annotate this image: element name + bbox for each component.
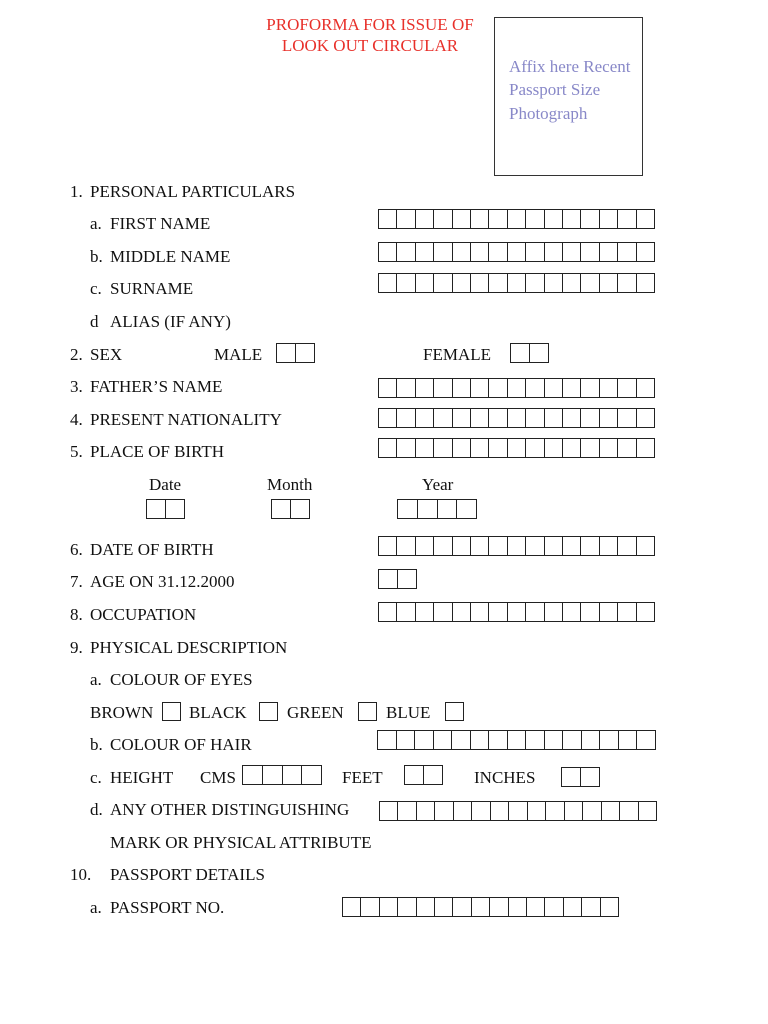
fathers-name-boxes[interactable] xyxy=(378,378,655,398)
date-of-birth-label: DATE OF BIRTH xyxy=(90,540,214,559)
character-box[interactable] xyxy=(379,570,397,588)
passport-details-label: PASSPORT DETAILS xyxy=(110,865,265,884)
character-box[interactable] xyxy=(405,766,423,784)
character-box[interactable] xyxy=(636,537,654,555)
character-box[interactable] xyxy=(544,274,562,292)
eye-brown-checkbox[interactable] xyxy=(162,702,181,721)
character-box[interactable] xyxy=(544,409,562,427)
character-box[interactable] xyxy=(562,210,580,228)
section-1-number: 1. xyxy=(70,182,83,201)
character-box[interactable] xyxy=(582,802,600,820)
female-boxes[interactable] xyxy=(510,343,549,363)
height-number: c. xyxy=(90,768,102,787)
section-2-number: 2. xyxy=(70,345,83,364)
character-box[interactable] xyxy=(452,409,470,427)
character-box[interactable] xyxy=(545,802,563,820)
character-box[interactable] xyxy=(470,274,488,292)
character-box[interactable] xyxy=(599,274,617,292)
character-box[interactable] xyxy=(397,570,416,588)
character-box[interactable] xyxy=(562,379,580,397)
character-box[interactable] xyxy=(544,603,562,621)
character-box[interactable] xyxy=(525,243,543,261)
character-box[interactable] xyxy=(380,802,397,820)
character-box[interactable] xyxy=(525,210,543,228)
nationality-label: PRESENT NATIONALITY xyxy=(90,410,282,429)
character-box[interactable] xyxy=(452,537,470,555)
character-box[interactable] xyxy=(636,274,654,292)
character-box[interactable] xyxy=(617,243,635,261)
section-5-number: 5. xyxy=(70,442,83,461)
character-box[interactable] xyxy=(525,603,543,621)
eye-green-checkbox[interactable] xyxy=(358,702,377,721)
character-box[interactable] xyxy=(525,274,543,292)
character-box[interactable] xyxy=(580,768,599,786)
character-box[interactable] xyxy=(414,731,433,749)
character-box[interactable] xyxy=(379,274,396,292)
place-of-birth-label: PLACE OF BIRTH xyxy=(90,442,225,461)
character-box[interactable] xyxy=(470,439,488,457)
character-box[interactable] xyxy=(290,500,309,518)
character-box[interactable] xyxy=(488,537,506,555)
character-box[interactable] xyxy=(580,243,598,261)
alias-number: d xyxy=(90,312,99,331)
character-box[interactable] xyxy=(433,274,451,292)
character-box[interactable] xyxy=(470,603,488,621)
section-7-number: 7. xyxy=(70,572,83,591)
character-box[interactable] xyxy=(489,898,507,916)
character-box[interactable] xyxy=(580,274,598,292)
character-box[interactable] xyxy=(488,439,506,457)
age-label: AGE ON 31.12.2000 xyxy=(90,572,235,591)
cms-label: CMS xyxy=(200,768,236,787)
character-box[interactable] xyxy=(295,344,314,362)
character-box[interactable] xyxy=(433,210,451,228)
character-box[interactable] xyxy=(147,500,165,518)
character-box[interactable] xyxy=(451,731,470,749)
character-box[interactable] xyxy=(544,439,562,457)
character-box[interactable] xyxy=(580,210,598,228)
character-box[interactable] xyxy=(452,210,470,228)
section-6-number: 6. xyxy=(70,540,83,559)
character-box[interactable] xyxy=(456,500,476,518)
character-box[interactable] xyxy=(507,603,525,621)
section-1-label: PERSONAL PARTICULARS xyxy=(90,182,296,201)
character-box[interactable] xyxy=(544,379,562,397)
character-box[interactable] xyxy=(416,898,434,916)
character-box[interactable] xyxy=(525,379,543,397)
character-box[interactable] xyxy=(599,603,617,621)
sex-label: SEX xyxy=(90,345,123,364)
character-box[interactable] xyxy=(580,537,598,555)
character-box[interactable] xyxy=(562,768,580,786)
character-box[interactable] xyxy=(599,409,617,427)
character-box[interactable] xyxy=(563,898,581,916)
character-box[interactable] xyxy=(525,439,543,457)
character-box[interactable] xyxy=(433,243,451,261)
character-box[interactable] xyxy=(488,379,506,397)
eye-blue-label: BLUE xyxy=(386,703,431,722)
photo-hint-line2: Passport Size xyxy=(509,80,601,99)
photo-hint-line3: Photograph xyxy=(509,104,588,123)
surname-number: c. xyxy=(90,279,102,298)
character-box[interactable] xyxy=(396,274,414,292)
character-box[interactable] xyxy=(379,537,396,555)
character-box[interactable] xyxy=(416,802,434,820)
character-box[interactable] xyxy=(507,210,525,228)
first-name-label: FIRST NAME xyxy=(110,214,211,233)
height-label: HEIGHT xyxy=(110,768,174,787)
character-box[interactable] xyxy=(599,537,617,555)
passport-no-number: a. xyxy=(90,898,102,917)
character-box[interactable] xyxy=(527,802,545,820)
character-box[interactable] xyxy=(301,766,321,784)
middle-name-number: b. xyxy=(90,247,103,266)
character-box[interactable] xyxy=(617,274,635,292)
character-box[interactable] xyxy=(581,731,600,749)
place-of-birth-boxes[interactable] xyxy=(378,438,655,458)
character-box[interactable] xyxy=(562,409,580,427)
character-box[interactable] xyxy=(415,409,433,427)
character-box[interactable] xyxy=(360,898,378,916)
character-box[interactable] xyxy=(562,274,580,292)
passport-no-label: PASSPORT NO. xyxy=(110,898,225,917)
character-box[interactable] xyxy=(488,409,506,427)
character-box[interactable] xyxy=(507,439,525,457)
character-box[interactable] xyxy=(617,210,635,228)
character-box[interactable] xyxy=(434,802,452,820)
character-box[interactable] xyxy=(396,210,414,228)
date-boxes[interactable] xyxy=(146,499,185,519)
section-10-number: 10. xyxy=(70,865,92,884)
character-box[interactable] xyxy=(379,898,397,916)
character-box[interactable] xyxy=(580,603,598,621)
character-box[interactable] xyxy=(525,409,543,427)
eye-colour-label: COLOUR OF EYES xyxy=(110,670,253,689)
character-box[interactable] xyxy=(599,731,618,749)
character-box[interactable] xyxy=(415,274,433,292)
character-box[interactable] xyxy=(580,409,598,427)
character-box[interactable] xyxy=(636,243,654,261)
character-box[interactable] xyxy=(379,409,396,427)
character-box[interactable] xyxy=(488,210,506,228)
feet-label: FEET xyxy=(342,768,383,787)
first-name-number: a. xyxy=(90,214,102,233)
character-box[interactable] xyxy=(398,500,417,518)
character-box[interactable] xyxy=(417,500,437,518)
character-box[interactable] xyxy=(529,344,548,362)
eye-colour-number: a. xyxy=(90,670,102,689)
character-box[interactable] xyxy=(562,603,580,621)
character-box[interactable] xyxy=(526,898,544,916)
middle-name-label: MIDDLE NAME xyxy=(110,247,231,266)
section-3-number: 3. xyxy=(70,377,83,396)
character-box[interactable] xyxy=(581,898,599,916)
character-box[interactable] xyxy=(511,344,529,362)
character-box[interactable] xyxy=(525,537,543,555)
character-box[interactable] xyxy=(415,439,433,457)
form-title-line1: PROFORMA FOR ISSUE OF xyxy=(266,15,474,34)
surname-label: SURNAME xyxy=(110,279,194,298)
character-box[interactable] xyxy=(619,802,637,820)
character-box[interactable] xyxy=(415,210,433,228)
character-box[interactable] xyxy=(618,731,637,749)
character-box[interactable] xyxy=(379,603,396,621)
section-9-number: 9. xyxy=(70,638,83,657)
character-box[interactable] xyxy=(507,379,525,397)
year-heading: Year xyxy=(422,475,454,494)
section-4-number: 4. xyxy=(70,410,83,429)
feet-boxes[interactable] xyxy=(404,765,443,785)
character-box[interactable] xyxy=(379,439,396,457)
character-box[interactable] xyxy=(434,898,452,916)
character-box[interactable] xyxy=(433,731,452,749)
inches-label: INCHES xyxy=(474,768,536,787)
eye-black-label: BLACK xyxy=(189,703,247,722)
character-box[interactable] xyxy=(636,409,654,427)
character-box[interactable] xyxy=(452,379,470,397)
character-box[interactable] xyxy=(415,537,433,555)
character-box[interactable] xyxy=(397,898,415,916)
character-box[interactable] xyxy=(488,731,507,749)
date-of-birth-boxes[interactable] xyxy=(378,536,655,556)
character-box[interactable] xyxy=(544,731,563,749)
character-box[interactable] xyxy=(452,439,470,457)
character-box[interactable] xyxy=(433,409,451,427)
distinguishing-mark-number: d. xyxy=(90,800,103,819)
character-box[interactable] xyxy=(562,439,580,457)
character-box[interactable] xyxy=(470,537,488,555)
character-box[interactable] xyxy=(471,802,489,820)
photo-hint-line1: Affix here Recent xyxy=(509,57,631,76)
inches-boxes[interactable] xyxy=(561,767,600,787)
character-box[interactable] xyxy=(243,766,262,784)
character-box[interactable] xyxy=(564,802,582,820)
character-box[interactable] xyxy=(452,243,470,261)
character-box[interactable] xyxy=(433,537,451,555)
hair-colour-number: b. xyxy=(90,735,103,754)
character-box[interactable] xyxy=(379,243,396,261)
character-box[interactable] xyxy=(508,898,526,916)
character-box[interactable] xyxy=(544,537,562,555)
character-box[interactable] xyxy=(562,537,580,555)
character-box[interactable] xyxy=(544,898,562,916)
occupation-boxes[interactable] xyxy=(378,602,655,622)
character-box[interactable] xyxy=(470,243,488,261)
cms-boxes[interactable] xyxy=(242,765,322,785)
character-box[interactable] xyxy=(396,379,414,397)
character-box[interactable] xyxy=(488,603,506,621)
character-box[interactable] xyxy=(470,210,488,228)
character-box[interactable] xyxy=(617,409,635,427)
character-box[interactable] xyxy=(617,537,635,555)
character-box[interactable] xyxy=(470,731,489,749)
character-box[interactable] xyxy=(599,439,617,457)
character-box[interactable] xyxy=(617,379,635,397)
character-box[interactable] xyxy=(397,802,415,820)
character-box[interactable] xyxy=(396,439,414,457)
eye-brown-label: BROWN xyxy=(90,703,154,722)
character-box[interactable] xyxy=(599,210,617,228)
male-boxes[interactable] xyxy=(276,343,315,363)
character-box[interactable] xyxy=(507,274,525,292)
middle-name-boxes[interactable] xyxy=(378,242,655,262)
character-box[interactable] xyxy=(453,802,471,820)
character-box[interactable] xyxy=(379,379,396,397)
eye-blue-checkbox[interactable] xyxy=(445,702,464,721)
character-box[interactable] xyxy=(636,731,655,749)
character-box[interactable] xyxy=(452,603,470,621)
character-box[interactable] xyxy=(396,731,415,749)
character-box[interactable] xyxy=(277,344,295,362)
first-name-boxes[interactable] xyxy=(378,209,655,229)
character-box[interactable] xyxy=(636,603,654,621)
character-box[interactable] xyxy=(415,603,433,621)
character-box[interactable] xyxy=(599,243,617,261)
character-box[interactable] xyxy=(562,731,581,749)
character-box[interactable] xyxy=(470,409,488,427)
female-label: FEMALE xyxy=(423,345,491,364)
month-boxes[interactable] xyxy=(271,499,310,519)
character-box[interactable] xyxy=(599,379,617,397)
character-box[interactable] xyxy=(525,731,544,749)
character-box[interactable] xyxy=(488,274,506,292)
date-heading: Date xyxy=(149,475,182,494)
surname-boxes[interactable] xyxy=(378,273,655,293)
character-box[interactable] xyxy=(544,210,562,228)
eye-black-checkbox[interactable] xyxy=(259,702,278,721)
character-box[interactable] xyxy=(471,898,489,916)
character-box[interactable] xyxy=(490,802,508,820)
physical-description-label: PHYSICAL DESCRIPTION xyxy=(90,638,288,657)
character-box[interactable] xyxy=(580,439,598,457)
character-box[interactable] xyxy=(636,210,654,228)
character-box[interactable] xyxy=(617,603,635,621)
character-box[interactable] xyxy=(262,766,282,784)
character-box[interactable] xyxy=(165,500,184,518)
character-box[interactable] xyxy=(617,439,635,457)
character-box[interactable] xyxy=(636,439,654,457)
character-box[interactable] xyxy=(601,802,619,820)
character-box[interactable] xyxy=(544,243,562,261)
fathers-name-label: FATHER’S NAME xyxy=(90,377,223,396)
character-box[interactable] xyxy=(378,731,396,749)
nationality-boxes[interactable] xyxy=(378,408,655,428)
passport-no-boxes[interactable] xyxy=(342,897,619,917)
character-box[interactable] xyxy=(562,243,580,261)
character-box[interactable] xyxy=(396,409,414,427)
character-box[interactable] xyxy=(396,243,414,261)
character-box[interactable] xyxy=(507,731,526,749)
character-box[interactable] xyxy=(415,379,433,397)
character-box[interactable] xyxy=(638,802,656,820)
character-box[interactable] xyxy=(508,802,526,820)
character-box[interactable] xyxy=(437,500,457,518)
character-box[interactable] xyxy=(282,766,302,784)
distinguishing-mark-label-line2: MARK OR PHYSICAL ATTRIBUTE xyxy=(110,833,372,852)
year-boxes[interactable] xyxy=(397,499,477,519)
character-box[interactable] xyxy=(507,537,525,555)
character-box[interactable] xyxy=(636,379,654,397)
character-box[interactable] xyxy=(452,274,470,292)
character-box[interactable] xyxy=(488,243,506,261)
character-box[interactable] xyxy=(470,379,488,397)
character-box[interactable] xyxy=(600,898,618,916)
character-box[interactable] xyxy=(379,210,396,228)
form-title-line2: LOOK OUT CIRCULAR xyxy=(281,36,459,55)
section-8-number: 8. xyxy=(70,605,83,624)
character-box[interactable] xyxy=(452,898,470,916)
distinguishing-mark-label: ANY OTHER DISTINGUISHING xyxy=(110,800,350,819)
character-box[interactable] xyxy=(433,439,451,457)
character-box[interactable] xyxy=(396,603,414,621)
age-boxes[interactable] xyxy=(378,569,417,589)
occupation-label: OCCUPATION xyxy=(90,605,197,624)
character-box[interactable] xyxy=(507,243,525,261)
character-box[interactable] xyxy=(433,603,451,621)
month-heading: Month xyxy=(267,475,313,494)
character-box[interactable] xyxy=(343,898,360,916)
character-box[interactable] xyxy=(433,379,451,397)
character-box[interactable] xyxy=(507,409,525,427)
hair-colour-boxes[interactable] xyxy=(377,730,656,750)
character-box[interactable] xyxy=(396,537,414,555)
male-label: MALE xyxy=(214,345,263,364)
character-box[interactable] xyxy=(415,243,433,261)
character-box[interactable] xyxy=(580,379,598,397)
character-box[interactable] xyxy=(423,766,442,784)
distinguishing-mark-boxes[interactable] xyxy=(379,801,657,821)
hair-colour-label: COLOUR OF HAIR xyxy=(110,735,252,754)
character-box[interactable] xyxy=(272,500,290,518)
eye-green-label: GREEN xyxy=(287,703,344,722)
alias-label: ALIAS (IF ANY) xyxy=(110,312,231,331)
